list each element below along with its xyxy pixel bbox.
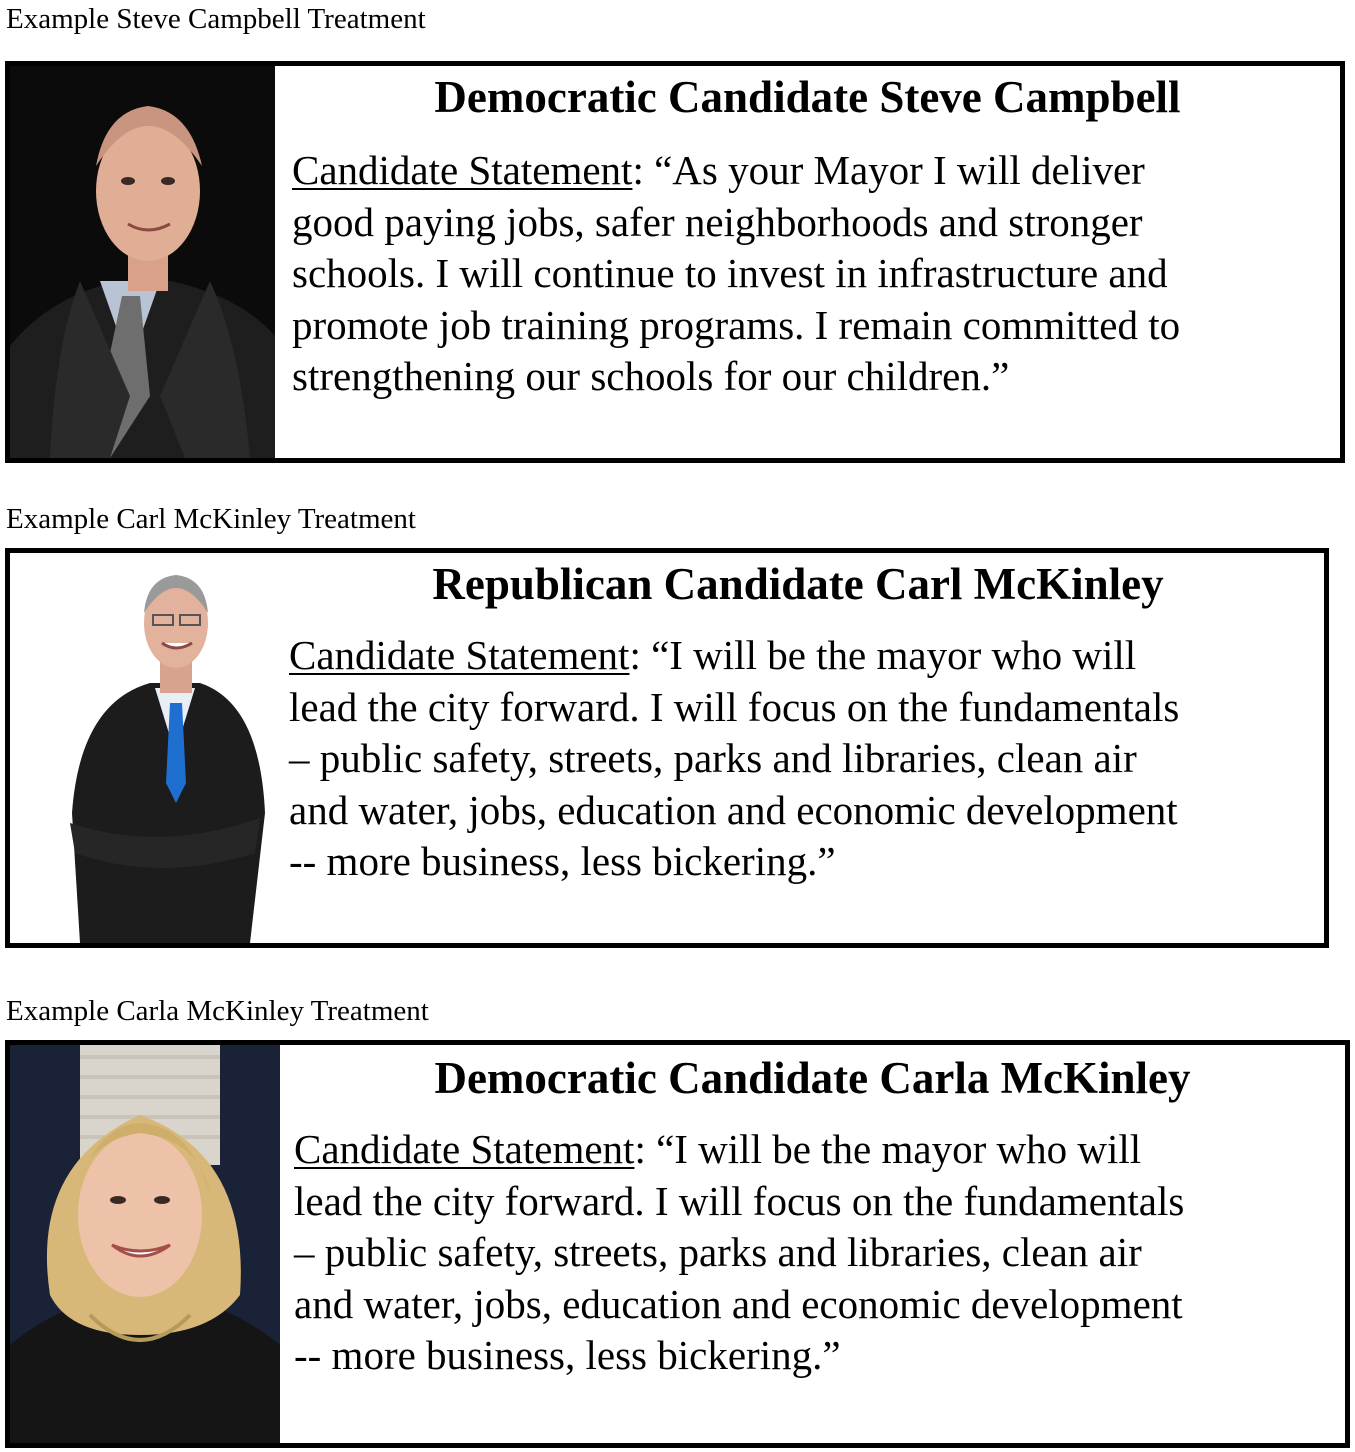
candidate-photo-carla-mckinley <box>10 1045 280 1443</box>
statement-line: -- more business, less bickering.” <box>289 838 836 884</box>
statement-line: lead the city forward. I will focus on the fundamentals <box>289 683 1180 730</box>
candidate-statement-carla-mckinley <box>294 1124 1184 1382</box>
statement-line: schools. I will continue to invest in infrastructure and <box>292 250 1168 296</box>
candidate-title-carla-mckinley: Democratic Candidate Carla McKinley <box>434 1053 1191 1103</box>
candidate-photo-carl-mckinley <box>10 553 272 943</box>
candidate-photo-steve-campbell <box>10 66 275 458</box>
statement-line: promote job training programs. I remain committed to <box>292 301 1181 348</box>
statement-line: : “As your Mayor I will deliver <box>632 147 1145 193</box>
statement-line: – public safety, streets, parks and libraries, clean air <box>294 1229 1142 1275</box>
panel-caption-carla-mckinley: Example Carla McKinley Treatment <box>6 995 429 1027</box>
statement-label: Candidate Statement <box>292 147 633 193</box>
statement-line: -- more business, less bickering.” <box>294 1332 841 1378</box>
statement-line: good paying jobs, safer neighborhoods and stronger <box>292 198 1143 245</box>
candidate-statement-carl-mckinley <box>289 630 1179 888</box>
candidate-card-carl-mckinley <box>5 548 1329 948</box>
statement-line: lead the city forward. I will focus on the fundamentals <box>294 1177 1185 1224</box>
candidate-statement-steve-campbell <box>292 145 1180 403</box>
statement-label: Candidate Statement <box>294 1126 635 1172</box>
statement-line: strengthening our schools for our children.” <box>292 353 1010 399</box>
candidate-title-carl-mckinley: Republican Candidate Carl McKinley <box>432 559 1164 609</box>
panel-caption-steve-campbell: Example Steve Campbell Treatment <box>6 3 426 35</box>
statement-line: and water, jobs, education and economic development <box>289 786 1178 833</box>
statement-label: Candidate Statement <box>289 632 630 678</box>
statement-line: – public safety, streets, parks and libraries, clean air <box>289 735 1137 781</box>
candidate-card-steve-campbell <box>5 61 1345 463</box>
statement-line: : “I will be the mayor who will <box>634 1126 1142 1172</box>
candidate-card-carla-mckinley <box>5 1040 1350 1448</box>
statement-line: and water, jobs, education and economic development <box>294 1280 1183 1327</box>
panel-caption-carl-mckinley: Example Carl McKinley Treatment <box>6 503 416 535</box>
candidate-title-steve-campbell: Democratic Candidate Steve Campbell <box>434 72 1181 122</box>
statement-line: : “I will be the mayor who will <box>629 632 1137 678</box>
